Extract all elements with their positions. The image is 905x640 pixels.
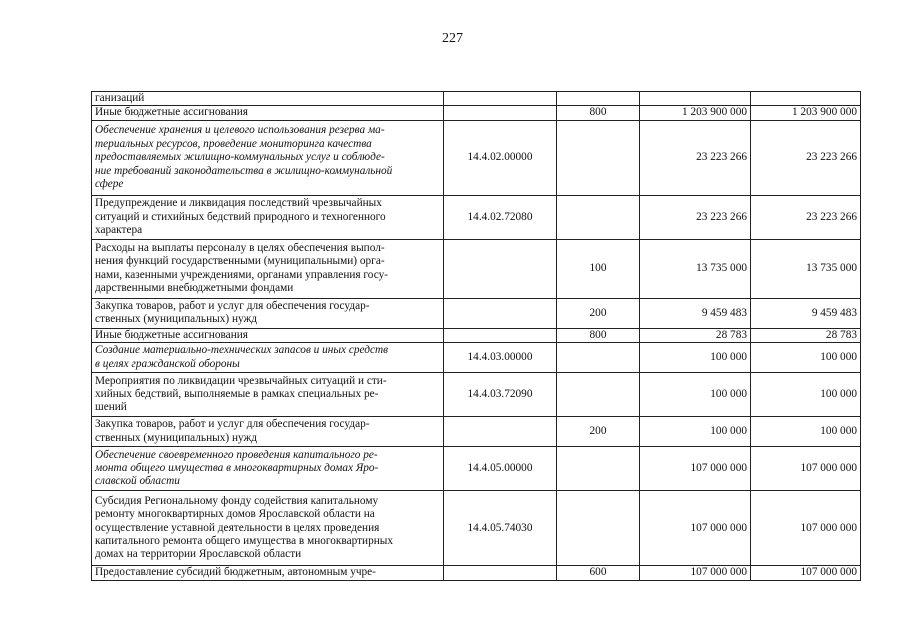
row-code bbox=[444, 328, 557, 342]
row-expense-type: 800 bbox=[557, 106, 640, 120]
row-name-text: Иные бюджетные ассигнования bbox=[95, 328, 248, 341]
row-amount-2: 107 000 000 bbox=[751, 491, 861, 566]
row-amount-1: 1 203 900 000 bbox=[640, 106, 751, 120]
row-name bbox=[92, 120, 444, 195]
row-code: 14.4.05.74030 bbox=[444, 491, 557, 566]
table-row bbox=[92, 417, 861, 447]
row-name bbox=[92, 417, 444, 447]
row-code: 14.4.02.72080 bbox=[444, 195, 557, 239]
row-name-text: Закупка товаров, работ и услуг для обеспечения государ- ственных (муниципальных) нужд bbox=[95, 299, 370, 326]
row-amount-1 bbox=[640, 92, 751, 106]
table-row bbox=[92, 373, 861, 417]
row-expense-type: 200 bbox=[557, 298, 640, 328]
row-name bbox=[92, 373, 444, 417]
row-name-text: Мероприятия по ликвидации чрезвычайных ситуаций и сти- хийных бедствий, выполняемые в рамках специальных ре- шений bbox=[95, 374, 387, 414]
row-name-text: Обеспечение хранения и целевого использования резерва ма- териальных ресурсов, проведение мониторинга качества предоставляемых жилищно-коммунальных услуг и соблюде- ние требований законодательства в жилищно-коммунальной сфере bbox=[95, 124, 393, 190]
row-name-text: Субсидия Региональному фонду содействия капитальному ремонту многоквартирных домов Ярославской области на осуществление уставной деятельности в целях проведения капитального ремонта общего имущества в многоквартирных домах на территории Ярославской области bbox=[95, 494, 394, 561]
row-expense-type: 800 bbox=[557, 328, 640, 342]
row-code: 14.4.02.00000 bbox=[444, 120, 557, 195]
row-amount-1: 100 000 bbox=[640, 343, 751, 373]
row-amount-1: 23 223 266 bbox=[640, 195, 751, 239]
row-expense-type bbox=[557, 491, 640, 566]
table-row bbox=[92, 343, 861, 373]
row-code bbox=[444, 106, 557, 120]
row-expense-type: 100 bbox=[557, 239, 640, 298]
row-name bbox=[92, 566, 444, 580]
row-name bbox=[92, 298, 444, 328]
row-expense-type bbox=[557, 373, 640, 417]
row-name bbox=[92, 106, 444, 120]
row-code bbox=[444, 566, 557, 580]
row-code: 14.4.05.00000 bbox=[444, 447, 557, 491]
row-amount-1: 100 000 bbox=[640, 373, 751, 417]
row-amount-2: 100 000 bbox=[751, 373, 861, 417]
row-expense-type: 200 bbox=[557, 417, 640, 447]
row-amount-2 bbox=[751, 92, 861, 106]
row-name-text: Предоставление субсидий бюджетным, автономным учре- bbox=[95, 566, 376, 579]
row-code bbox=[444, 417, 557, 447]
row-expense-type bbox=[557, 343, 640, 373]
row-name bbox=[92, 239, 444, 298]
table-row bbox=[92, 566, 861, 580]
row-amount-1: 100 000 bbox=[640, 417, 751, 447]
row-expense-type bbox=[557, 195, 640, 239]
row-name bbox=[92, 447, 444, 491]
row-amount-1: 28 783 bbox=[640, 328, 751, 342]
row-amount-2: 100 000 bbox=[751, 343, 861, 373]
row-name bbox=[92, 343, 444, 373]
row-amount-1: 23 223 266 bbox=[640, 120, 751, 195]
row-name-text: Закупка товаров, работ и услуг для обеспечения государ- ственных (муниципальных) нужд bbox=[95, 418, 370, 444]
row-name-text: Создание материально-технических запасов и иных средств в целях гражданской обороны bbox=[95, 344, 389, 370]
row-amount-2: 13 735 000 bbox=[751, 239, 861, 298]
row-name-text: ганизаций bbox=[95, 92, 145, 104]
table-row bbox=[92, 447, 861, 491]
table-row bbox=[92, 298, 861, 328]
row-amount-2: 1 203 900 000 bbox=[751, 106, 861, 120]
row-amount-2: 107 000 000 bbox=[751, 566, 861, 580]
row-code bbox=[444, 239, 557, 298]
row-amount-2: 28 783 bbox=[751, 328, 861, 342]
row-amount-1: 9 459 483 bbox=[640, 298, 751, 328]
row-name bbox=[92, 491, 444, 566]
row-code: 14.4.03.72090 bbox=[444, 373, 557, 417]
row-name-text: Предупреждение и ликвидация последствий чрезвычайных ситуаций и стихийных бедствий природного и техногенного характера bbox=[95, 197, 386, 237]
row-name bbox=[92, 92, 444, 106]
row-code bbox=[444, 92, 557, 106]
table-row bbox=[92, 106, 861, 120]
table-row bbox=[92, 92, 861, 106]
row-amount-2: 23 223 266 bbox=[751, 120, 861, 195]
budget-table bbox=[91, 91, 861, 581]
row-name-text: Обеспечение своевременного проведения капитального ре- монта общего имущества в многоквартирных домах Яро- славской области bbox=[95, 448, 379, 488]
budget-table-body bbox=[92, 92, 861, 581]
page-number: 227 bbox=[442, 31, 463, 46]
row-amount-1: 107 000 000 bbox=[640, 447, 751, 491]
row-amount-2: 107 000 000 bbox=[751, 447, 861, 491]
table-row bbox=[92, 195, 861, 239]
row-amount-1: 107 000 000 bbox=[640, 566, 751, 580]
row-amount-2: 23 223 266 bbox=[751, 195, 861, 239]
row-code bbox=[444, 298, 557, 328]
table-row bbox=[92, 328, 861, 342]
row-expense-type: 600 bbox=[557, 566, 640, 580]
row-amount-1: 107 000 000 bbox=[640, 491, 751, 566]
row-name bbox=[92, 328, 444, 342]
row-amount-2: 9 459 483 bbox=[751, 298, 861, 328]
table-row bbox=[92, 491, 861, 566]
row-expense-type bbox=[557, 447, 640, 491]
row-name bbox=[92, 195, 444, 239]
row-code: 14.4.03.00000 bbox=[444, 343, 557, 373]
row-name-text: Иные бюджетные ассигнования bbox=[95, 106, 248, 119]
row-name-text: Расходы на выплаты персоналу в целях обеспечения выпол- нения функций государственными (муниципальными) орга- нами, казенными учреждениями, органами управления госу- дарственными внебюджетными фондами bbox=[95, 242, 388, 295]
table-row bbox=[92, 120, 861, 195]
row-amount-2: 100 000 bbox=[751, 417, 861, 447]
row-expense-type bbox=[557, 92, 640, 106]
table-row bbox=[92, 239, 861, 298]
row-expense-type bbox=[557, 120, 640, 195]
row-amount-1: 13 735 000 bbox=[640, 239, 751, 298]
